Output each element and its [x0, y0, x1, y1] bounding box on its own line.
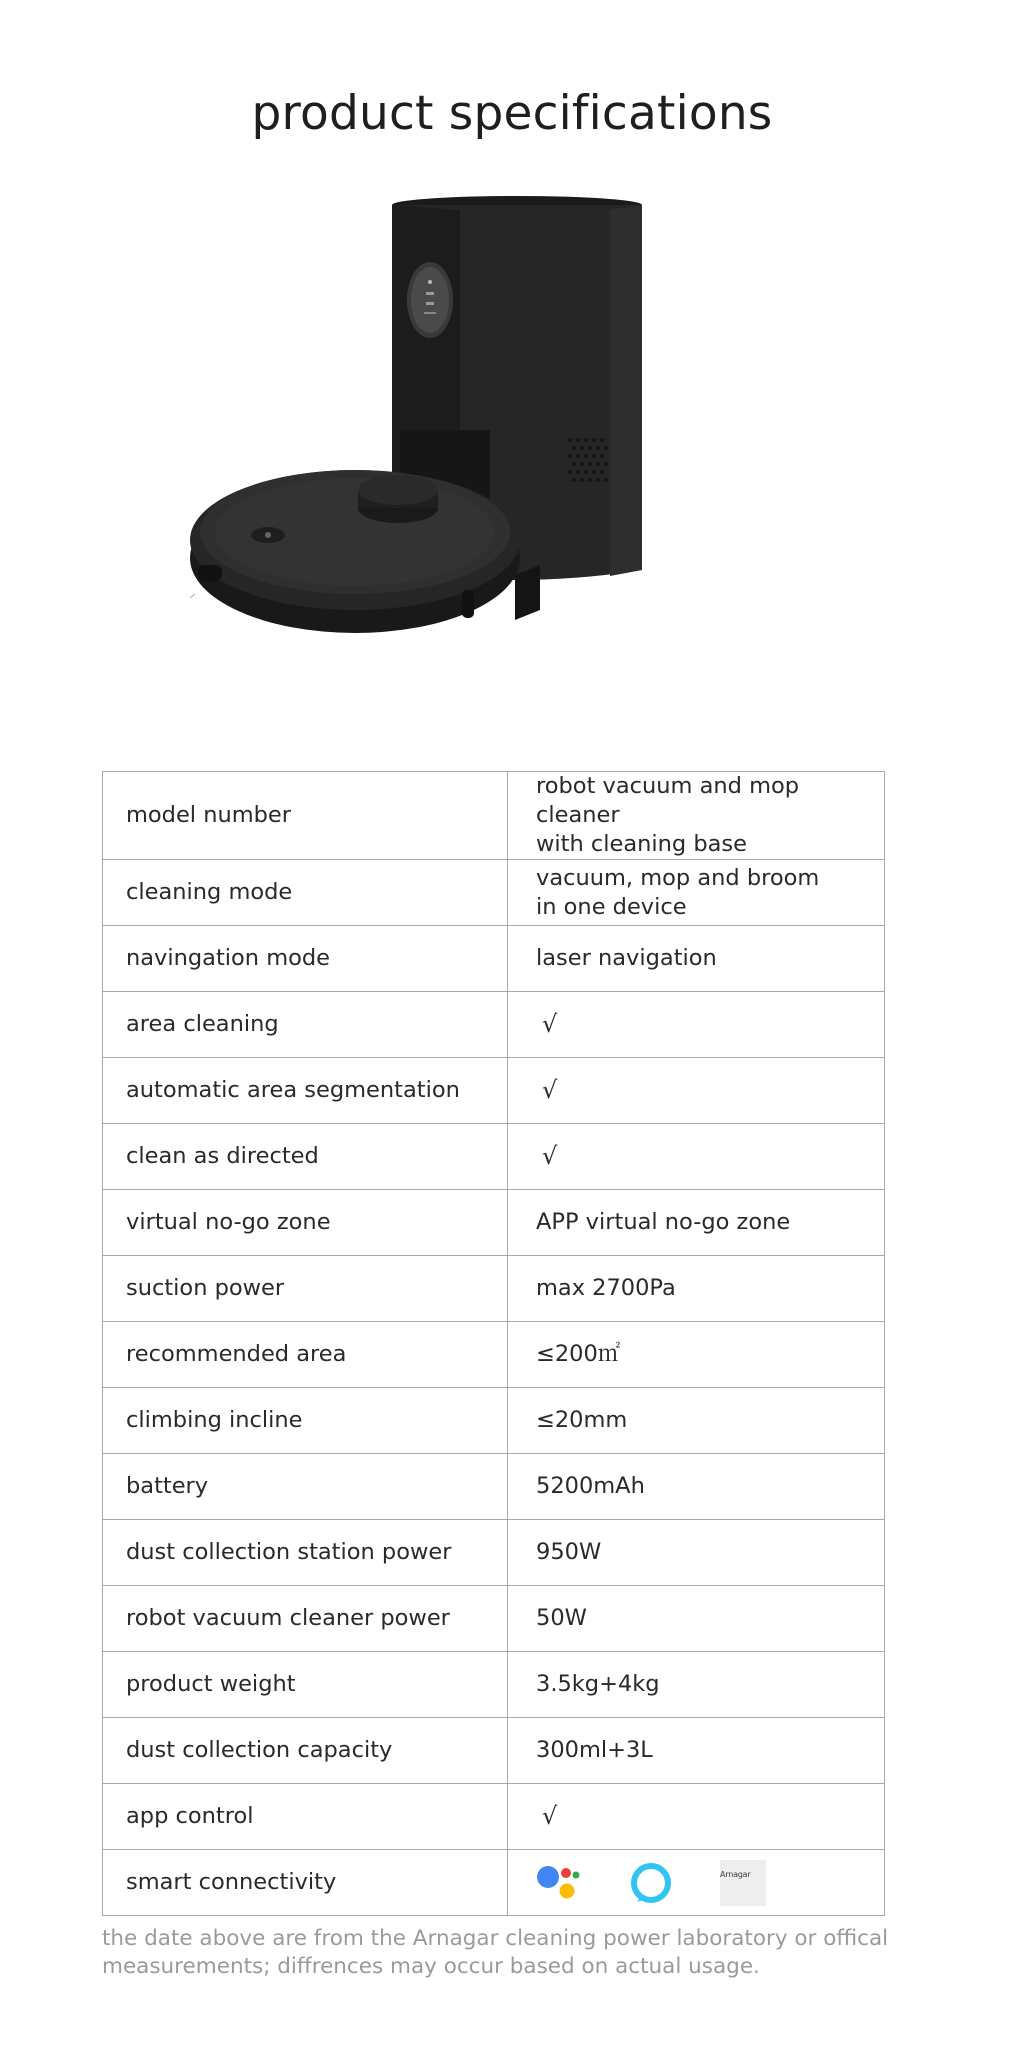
spec-value: [508, 772, 885, 860]
spec-value: APP virtual no-go zone: [508, 1190, 885, 1256]
table-row: [103, 1454, 885, 1520]
table-row: [103, 1586, 885, 1652]
spec-label: product weight: [103, 1652, 508, 1718]
page-title: product specifications: [251, 86, 773, 142]
spec-value: 300ml+3L: [508, 1718, 885, 1784]
spec-value-line: with cleaning base: [536, 831, 747, 857]
spec-label: area cleaning: [103, 992, 508, 1058]
disclaimer-footnote: [102, 1925, 902, 1981]
spec-value: ≤20mm: [508, 1388, 885, 1454]
table-row: [103, 1520, 885, 1586]
spec-label: navingation mode: [103, 926, 508, 992]
table-row: [103, 1652, 885, 1718]
spec-table: [102, 771, 885, 1916]
spec-value-line: vacuum, mop and broom: [536, 864, 820, 891]
spec-value: ≤200㎡: [508, 1322, 885, 1388]
arnagar-logo: Arnagar: [720, 1860, 766, 1906]
spec-value: [508, 1124, 885, 1190]
google-assistant-icon: [536, 1860, 582, 1906]
spec-label: climbing incline: [103, 1388, 508, 1454]
table-row: [103, 992, 885, 1058]
spec-value: [508, 1058, 885, 1124]
table-row: [103, 772, 885, 860]
spec-value: [508, 992, 885, 1058]
product-image: [190, 190, 750, 670]
table-row: [103, 1784, 885, 1850]
spec-value: laser navigation: [508, 926, 885, 992]
table-row: [103, 1322, 885, 1388]
spec-value: 950W: [508, 1520, 885, 1586]
spec-label: battery: [103, 1454, 508, 1520]
table-row: [103, 860, 885, 926]
table-row: [103, 1388, 885, 1454]
spec-label: dust collection station power: [103, 1520, 508, 1586]
spec-value: 50W: [508, 1586, 885, 1652]
check-mark-icon: √: [542, 1075, 558, 1104]
check-mark-icon: √: [542, 1141, 558, 1170]
spec-value: [508, 1850, 885, 1916]
spec-label: app control: [103, 1784, 508, 1850]
spec-label: clean as directed: [103, 1124, 508, 1190]
check-mark-icon: √: [542, 1009, 558, 1038]
check-mark-icon: √: [542, 1801, 558, 1830]
spec-value: max 2700Pa: [508, 1256, 885, 1322]
table-row: [103, 1124, 885, 1190]
footnote-line: the date above are from the Arnagar cleaning power laboratory or offical: [102, 1926, 889, 1951]
table-row: [103, 1256, 885, 1322]
table-row: [103, 1058, 885, 1124]
table-row: [103, 1850, 885, 1916]
footnote-line: measurements; diffrences may occur based on actual usage.: [102, 1954, 760, 1979]
spec-value: 3.5kg+4kg: [508, 1652, 885, 1718]
assistant-icon-row: [536, 1859, 884, 1907]
spec-value: [508, 1784, 885, 1850]
spec-value: [508, 860, 885, 926]
table-row: [103, 926, 885, 992]
spec-label: automatic area segmentation: [103, 1058, 508, 1124]
table-row: [103, 1190, 885, 1256]
robot-vacuum-with-base-illustration: [190, 190, 750, 670]
spec-value: 5200mAh: [508, 1454, 885, 1520]
spec-label: cleaning mode: [103, 860, 508, 926]
spec-value-line: robot vacuum and mop cleaner: [536, 773, 800, 828]
spec-label: suction power: [103, 1256, 508, 1322]
table-row: [103, 1718, 885, 1784]
spec-label: model number: [103, 772, 508, 860]
spec-value-line: in one device: [536, 893, 687, 920]
spec-label: robot vacuum cleaner power: [103, 1586, 508, 1652]
alexa-icon: [628, 1860, 674, 1906]
spec-label: smart connectivity: [103, 1850, 508, 1916]
spec-label: dust collection capacity: [103, 1718, 508, 1784]
spec-label: recommended area: [103, 1322, 508, 1388]
spec-label: virtual no-go zone: [103, 1190, 508, 1256]
